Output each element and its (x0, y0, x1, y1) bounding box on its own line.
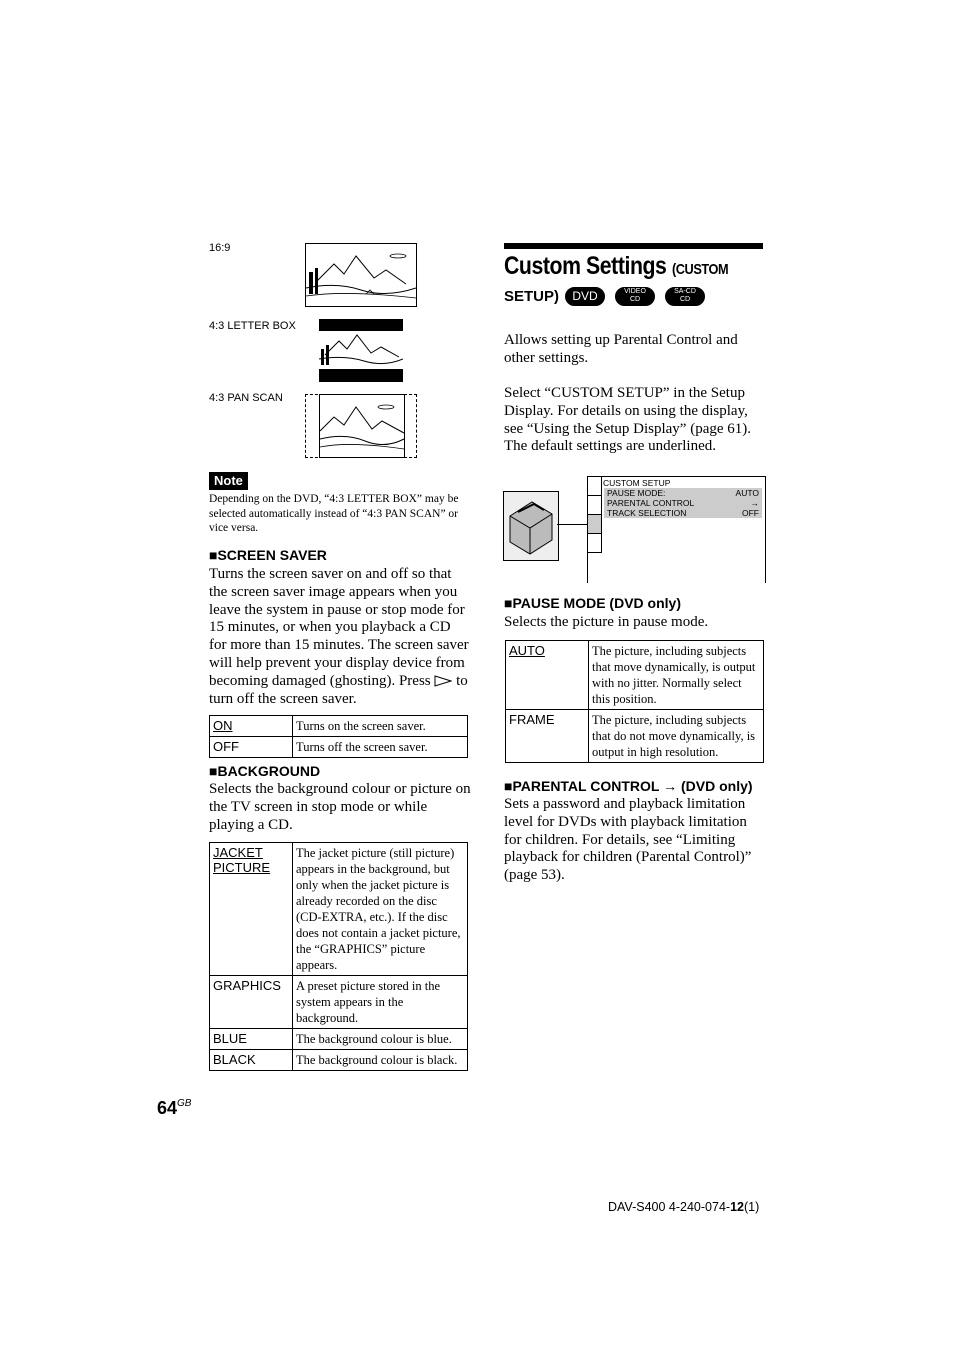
aspect-label-pan-scan: 4:3 PAN SCAN (209, 392, 283, 404)
option-key-off: OFF (210, 737, 293, 758)
table-row (210, 843, 468, 976)
background-body: Selects the background colour or picture on the TV screen in stop mode or while playing a CD. (209, 781, 471, 833)
arrow-right-icon: → (663, 778, 678, 794)
intro-text-3: The default settings are underlined. (504, 438, 717, 454)
table-row (210, 737, 468, 758)
dvd-badge: DVD (565, 287, 605, 306)
option-key-frame: FRAME (506, 710, 589, 763)
landscape-illustration-16-9 (305, 243, 417, 307)
table-row (506, 710, 764, 763)
table-row (506, 641, 764, 710)
screen-saver-heading: ■SCREEN SAVER (209, 547, 327, 563)
page-number: $64^{GB}$ (157, 1098, 192, 1118)
toolbox-icon (503, 491, 559, 561)
note-badge: Note (209, 472, 248, 490)
title-rule (504, 243, 763, 249)
section-title: Custom Settings (CUSTOM (504, 252, 729, 280)
option-key-graphics: GRAPHICS (210, 976, 293, 1029)
option-key-on: ON (210, 716, 293, 737)
table-row (210, 1050, 468, 1071)
option-value-auto: The picture, including subjects that move dynamically, is output with no jitter. Normally select this position. (589, 641, 764, 710)
parental-control-body: Sets a password and playback limitation level for DVDs with playback limitation for children. For details, see “Limiting playback for children (Parental Control)” (page 53). (504, 796, 752, 884)
pause-mode-table (505, 640, 764, 763)
option-key-jacket-picture: JACKET PICTURE (210, 843, 293, 976)
play-icon (434, 675, 452, 687)
pan-scan-illustration (305, 394, 417, 458)
option-value-on: Turns on the screen saver. (293, 716, 468, 737)
note-text: Depending on the DVD, “4:3 LETTER BOX” may be selected automatically instead of “4:3 PAN SCAN” or vice versa. (209, 493, 459, 534)
parental-control-heading: ■PARENTAL CONTROL → (DVD only) (504, 778, 753, 794)
menu-item-parental-control[interactable]: PARENTAL CONTROL → (607, 498, 759, 508)
video-cd-badge: VIDEO CD (615, 287, 655, 306)
sa-cd-badge: SA-CD CD (665, 287, 705, 306)
option-value-off: Turns off the screen saver. (293, 737, 468, 758)
option-key-black: BLACK (210, 1050, 293, 1071)
setup-display (587, 476, 766, 583)
table-row (210, 716, 468, 737)
screen-saver-table (209, 715, 468, 758)
pause-mode-heading: ■PAUSE MODE (DVD only) (504, 595, 681, 611)
section-title-line-2: SETUP) DVD VIDEO CD SA-CD CD (504, 287, 764, 306)
option-value-frame: The picture, including subjects that do not move dynamically, is output in high resolution. (589, 710, 764, 763)
option-key-auto: AUTO (506, 641, 589, 710)
option-value-black: The background colour is black. (293, 1050, 468, 1071)
intro-text-1: Allows setting up Parental Control and other settings. (504, 332, 738, 366)
screen-saver-body: Turns the screen saver on and off so that the screen saver image appears when you leave the system in pause or stop mode for 15 minutes, or when you playback a CD for more than 15 minutes. The screen saver will help prevent your display device from becoming damaged (ghosting). Press to turn off the screen saver. (209, 566, 469, 707)
aspect-label-letter-box: 4:3 LETTER BOX (209, 320, 296, 332)
option-value-jacket-picture: The jacket picture (still picture) appears in the background, but only when the jacket picture is already recorded on the disc (CD-EXTRA, etc.). If the disc does not contain a jacket picture, the “GRAPHICS” picture appears. (293, 843, 468, 976)
menu-item-pause-mode[interactable]: PAUSE MODE: AUTO (607, 488, 759, 498)
table-row (210, 976, 468, 1029)
menu-list (604, 488, 762, 518)
option-key-blue: BLUE (210, 1029, 293, 1050)
connector-line (557, 524, 587, 525)
letterbox-illustration (319, 319, 403, 382)
table-row (210, 1029, 468, 1050)
menu-item-track-selection[interactable]: TRACK SELECTION OFF (607, 508, 759, 518)
intro-text-2: Select “CUSTOM SETUP” in the Setup Display. For details on using the display, see “Using the Setup Display” (page 61). (504, 385, 752, 437)
menu-header: CUSTOM SETUP (603, 478, 671, 488)
background-heading: ■BACKGROUND (209, 763, 321, 779)
aspect-label-16-9: 16:9 (209, 242, 231, 254)
model-number: DAV-S400 4-240-074-12(1) (608, 1200, 760, 1214)
option-value-blue: The background colour is blue. (293, 1029, 468, 1050)
background-table (209, 842, 468, 1071)
option-value-graphics: A preset picture stored in the system appears in the background. (293, 976, 468, 1029)
pause-mode-body: Selects the picture in pause mode. (504, 614, 709, 630)
